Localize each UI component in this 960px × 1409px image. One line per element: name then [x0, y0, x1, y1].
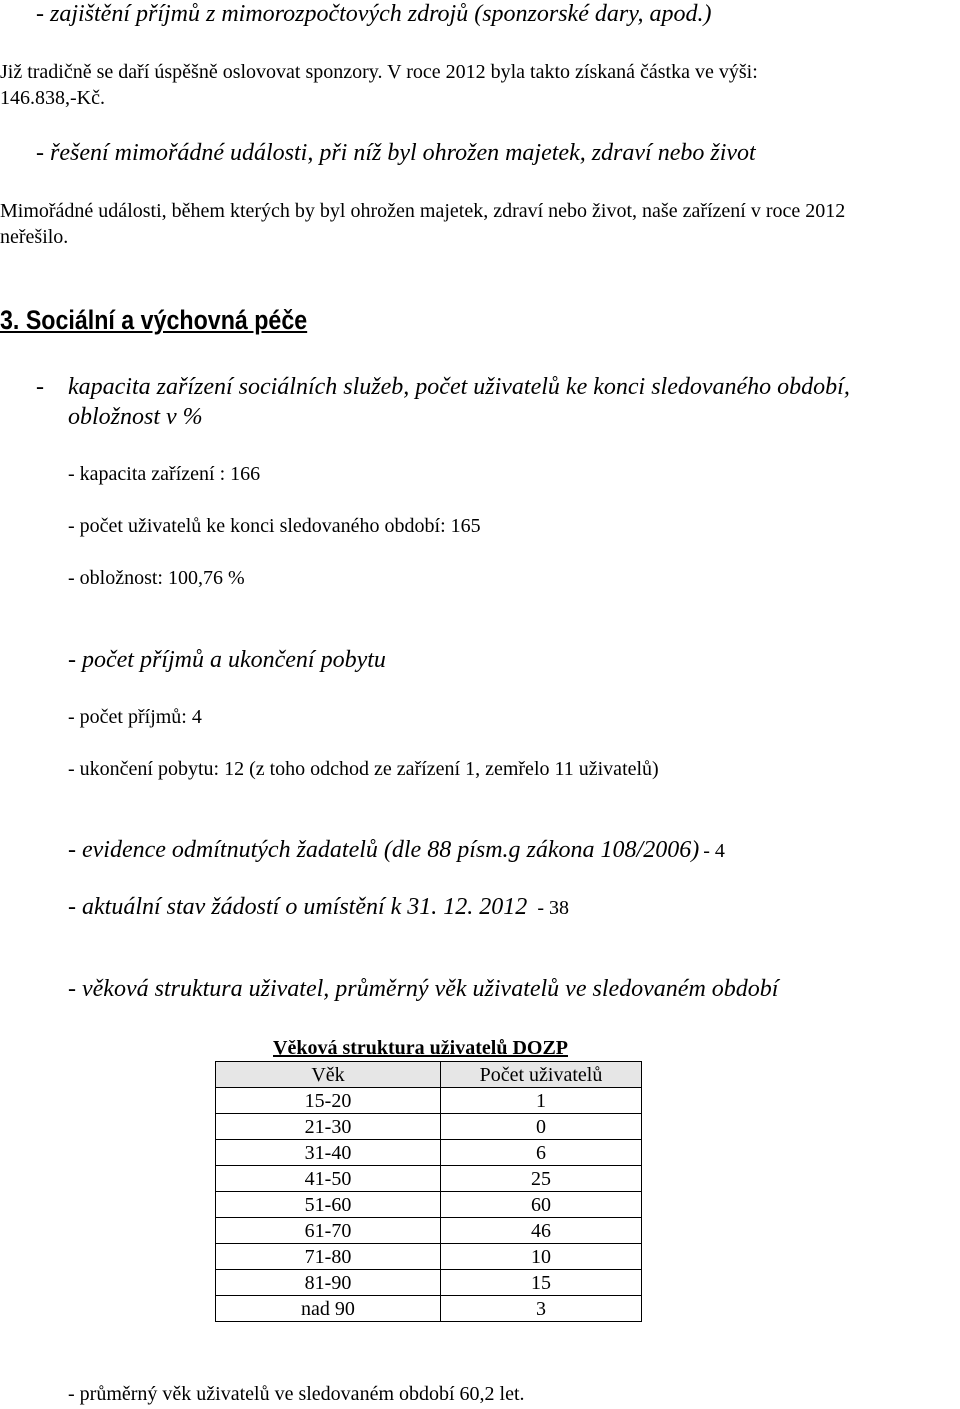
funding-bullet: - zajištění příjmů z mimorozpočtových zdrojů (sponzorské dary, apod.) [36, 1, 712, 27]
applications-value: - 38 [537, 897, 569, 919]
age-cell: 21-30 [216, 1114, 441, 1140]
capacity-heading-dash: - [36, 374, 44, 400]
table-row [216, 1296, 642, 1322]
table-row [216, 1270, 642, 1296]
emergency-bullet: - řešení mimořádné události, při níž byl ohrožen majetek, zdraví nebo život [36, 140, 756, 166]
age-cell: nad 90 [216, 1296, 441, 1322]
emergency-text-line2: neřešilo. [0, 226, 69, 248]
age-cell: 81-90 [216, 1270, 441, 1296]
capacity-value: - kapacita zařízení : 166 [68, 463, 261, 485]
age-cell: 41-50 [216, 1166, 441, 1192]
age-cell: 51-60 [216, 1192, 441, 1218]
capacity-heading [36, 373, 850, 401]
capacity-heading-line1: kapacita zařízení sociálních služeb, počet uživatelů ke konci sledovaného období, [68, 374, 850, 400]
table-row [216, 1244, 642, 1270]
table-row [216, 1192, 642, 1218]
rejected-label: - evidence odmítnutých žadatelů (dle 88 písm.g zákona 108/2006) [68, 837, 700, 863]
age-cell: 15-20 [216, 1088, 441, 1114]
age-cell: 61-70 [216, 1218, 441, 1244]
emergency-text-line1: Mimořádné události, během kterých by byl ohrožen majetek, zdraví nebo život, naše zařízení v roce 2012 [0, 200, 846, 222]
terminations-value: - ukončení pobytu: 12 (z toho odchod ze zařízení 1, zemřelo 11 uživatelů) [68, 758, 659, 780]
rejected-line [68, 836, 725, 864]
capacity-heading-line2: obložnost v % [68, 404, 203, 430]
age-cell: 31-40 [216, 1140, 441, 1166]
table-row [216, 1140, 642, 1166]
age-table-header-row [216, 1062, 642, 1088]
funding-text-line1: Již tradičně se daří úspěšně oslovovat sponzory. V roce 2012 byla takto získaná částka ve výši: [0, 61, 758, 83]
count-cell: 3 [441, 1296, 642, 1322]
occupancy-value: - obložnost: 100,76 % [68, 567, 245, 589]
section-title: 3. Sociální a výchovná péče [0, 305, 308, 335]
count-cell: 25 [441, 1166, 642, 1192]
age-table-caption: Věková struktura uživatelů DOZP [273, 1037, 568, 1059]
count-cell: 1 [441, 1088, 642, 1114]
users-end-value: - počet uživatelů ke konci sledovaného období: 165 [68, 515, 481, 537]
count-column-header: Počet uživatelů [441, 1062, 642, 1088]
count-cell: 10 [441, 1244, 642, 1270]
age-table [215, 1061, 642, 1322]
rejected-value: - 4 [703, 840, 725, 862]
admissions-heading: - počet příjmů a ukončení pobytu [68, 647, 386, 673]
count-cell: 0 [441, 1114, 642, 1140]
table-row [216, 1114, 642, 1140]
age-column-header: Věk [216, 1062, 441, 1088]
table-row [216, 1218, 642, 1244]
table-row [216, 1088, 642, 1114]
count-cell: 6 [441, 1140, 642, 1166]
applications-label: - aktuální stav žádostí o umístění k 31. 12. 2012 [68, 894, 528, 920]
age-cell: 71-80 [216, 1244, 441, 1270]
count-cell: 15 [441, 1270, 642, 1296]
age-heading: - věková struktura uživatel, průměrný věk uživatelů ve sledovaném období [68, 976, 779, 1002]
table-row [216, 1166, 642, 1192]
count-cell: 46 [441, 1218, 642, 1244]
average-age: - průměrný věk uživatelů ve sledovaném období 60,2 let. [68, 1383, 525, 1405]
admissions-value: - počet příjmů: 4 [68, 706, 202, 728]
count-cell: 60 [441, 1192, 642, 1218]
applications-line [68, 893, 569, 921]
funding-text-line2: 146.838,-Kč. [0, 87, 105, 109]
